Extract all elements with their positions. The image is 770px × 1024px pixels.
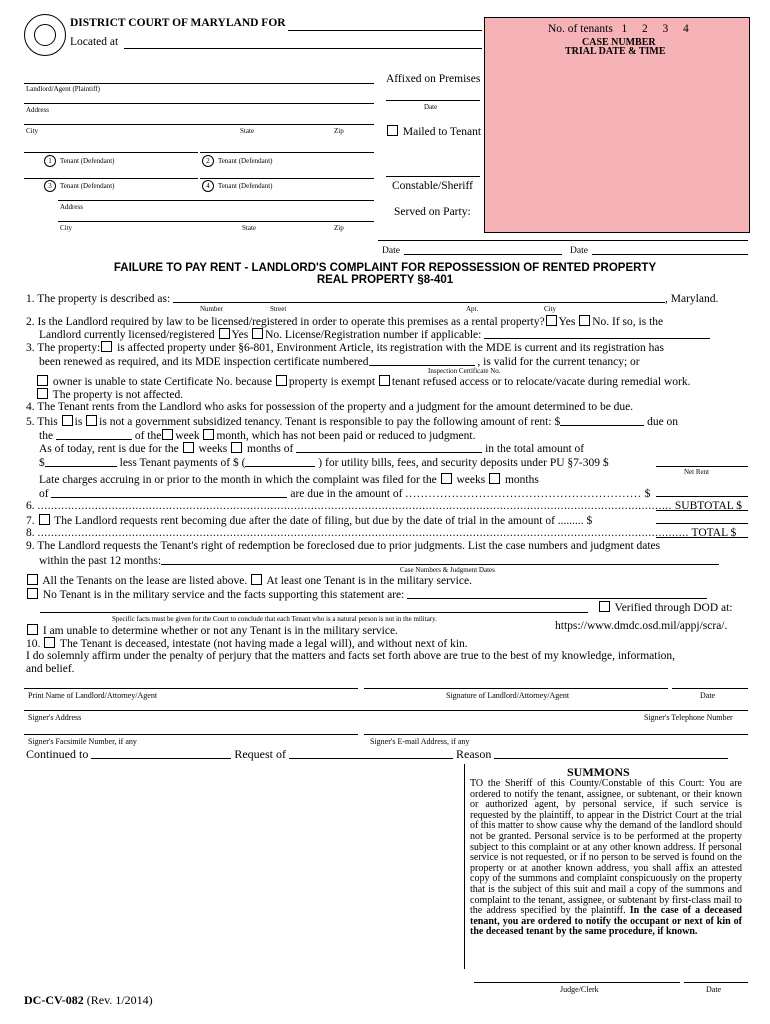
judge-line[interactable] — [474, 982, 680, 983]
sub-number: Number — [200, 305, 223, 313]
item-3b: been renewed as required, and its MDE inspection certificate numbered , is valid for the current tenancy; or — [39, 356, 640, 368]
military-facts-line-2[interactable] — [40, 612, 588, 613]
tenant-address-label: Address — [60, 203, 83, 211]
tenant-city-line[interactable] — [58, 221, 374, 222]
trial-date-label: TRIAL DATE & TIME — [565, 46, 666, 57]
form-title: FAILURE TO PAY RENT - LANDLORD'S COMPLAINT FOR REPOSSESSION OF RENTED PROPERTY — [113, 262, 657, 274]
military-row-2: No Tenant is in the military service and the facts supporting this statement are: — [26, 588, 707, 602]
item-2a: 2. Is the Landlord required by law to be licensed/registered in order to operate this premises as a rental property? Yes No. If so, is the — [26, 316, 664, 328]
owner-unable-checkbox[interactable] — [37, 375, 48, 386]
military-checkbox[interactable] — [251, 574, 262, 585]
fax-label: Signer's Facsimile Number, if any — [28, 737, 137, 746]
affixed-label: Affixed on Premises — [386, 73, 481, 85]
item-10: 10. The Tenant is deceased, intestate (not having made a legal will), and without next of kin. — [26, 638, 468, 650]
address-label: Address — [26, 106, 49, 114]
email-line[interactable] — [364, 734, 748, 735]
tenant2-line[interactable] — [200, 152, 374, 153]
item-3c: owner is unable to state Certificate No. because property is exempt tenant refused access or to relocate/vacate during remedial work. — [36, 375, 690, 389]
sub-street: Street — [270, 305, 287, 313]
item-6: 6. ............................................................................................................................................................................................ SUBTOTAL $ — [26, 500, 742, 512]
constable-line[interactable] — [386, 176, 480, 177]
specific-facts-note: Specific facts must be given for the Court to conclude that each Tenant who is a natural person is not in the military. — [112, 615, 437, 623]
months-checkbox[interactable] — [231, 442, 242, 453]
subtotal-line[interactable] — [656, 510, 748, 511]
city-line[interactable] — [24, 124, 374, 125]
summons-title: SUMMONS — [567, 765, 630, 779]
tenants-count: No. of tenants 1 2 3 4 — [548, 23, 692, 35]
signer-address-line[interactable] — [24, 710, 748, 711]
affected-checkbox[interactable] — [101, 341, 112, 352]
item-5e: Late charges accruing in or prior to the month in which the complaint was filed for the weeks months — [39, 474, 539, 486]
subsidized-is[interactable] — [62, 415, 73, 426]
weeks-checkbox[interactable] — [183, 442, 194, 453]
located-at-label: Located at — [70, 36, 119, 48]
tenant-city-label: City — [60, 224, 73, 232]
total-line[interactable] — [656, 537, 748, 538]
licensed-yes[interactable] — [219, 328, 230, 339]
due-day-field[interactable] — [56, 429, 132, 440]
total-amount-field[interactable] — [45, 456, 117, 467]
refused-checkbox[interactable] — [379, 375, 390, 386]
not-affected-checkbox[interactable] — [37, 388, 48, 399]
future-rent-line[interactable] — [656, 523, 748, 524]
form-number: DC-CV-082 (Rev. 1/2014) — [24, 993, 153, 1007]
mailed-checkbox[interactable] — [387, 125, 398, 136]
date-right-line[interactable] — [592, 254, 748, 255]
date-left-label: Date — [382, 246, 400, 256]
judge-date-line[interactable] — [684, 982, 748, 983]
deceased-checkbox[interactable] — [44, 637, 55, 648]
all-tenants-checkbox[interactable] — [27, 574, 38, 585]
state-label: State — [240, 127, 254, 135]
reason-field[interactable] — [494, 748, 728, 759]
property-field[interactable] — [173, 292, 665, 303]
item-5d: $ less Tenant payments of $ ( ) for utility bills, fees, and security deposits under PU §7-309 $ — [39, 457, 609, 469]
court-title: DISTRICT COURT OF MARYLAND FOR — [70, 17, 286, 29]
date-row-line — [378, 240, 748, 241]
licensed-no[interactable] — [252, 328, 263, 339]
signature-label: Signature of Landlord/Attorney/Agent — [446, 691, 570, 700]
landlord-line[interactable] — [24, 83, 374, 84]
tenant-zip-label: Zip — [334, 224, 344, 232]
tenant-state-label: State — [242, 224, 256, 232]
unable-row: I am unable to determine whether or not any Tenant is in the military service. — [26, 624, 398, 638]
mailed-label: Mailed to Tenant — [386, 125, 481, 138]
item-5f: of are due in the amount of ............................................................. $ — [39, 488, 651, 500]
military-row-1: All the Tenants on the lease are listed above. At least one Tenant is in the military service. — [26, 574, 472, 588]
item-5c: As of today, rent is due for the weeks months of in the total amount of — [39, 443, 585, 455]
tenant4-line[interactable] — [200, 178, 374, 179]
item-7: 7. The Landlord requests rent becoming due after the date of filing, but due by the date of trial in the amount of ......... $ — [26, 515, 593, 527]
signature-line[interactable] — [364, 688, 668, 689]
sign-date-label: Date — [700, 691, 716, 700]
date-right-label: Date — [570, 246, 588, 256]
summons-bold: In the case of a deceased tenant, you are ordered to notify the occupant or next of kin of the deceased tenant by the same procedure, if known. — [470, 905, 742, 938]
print-name-line[interactable] — [24, 688, 358, 689]
signer-address-label: Signer's Address — [28, 713, 82, 722]
future-rent-checkbox[interactable] — [39, 514, 50, 525]
case-numbers-field[interactable] — [161, 554, 719, 565]
tenant1-line[interactable] — [24, 152, 198, 153]
late-weeks-checkbox[interactable] — [441, 473, 452, 484]
licensed-required-yes[interactable] — [546, 315, 557, 326]
no-military-checkbox[interactable] — [27, 588, 38, 599]
item-1: 1. The property is described as: , Maryland. — [26, 293, 719, 305]
tenant1-label: 1 Tenant (Defendant) — [44, 155, 115, 167]
certificate-field[interactable] — [369, 355, 475, 366]
form-subtitle: REAL PROPERTY §8-401 — [316, 274, 454, 286]
city-label: City — [26, 127, 39, 135]
print-name-label: Print Name of Landlord/Attorney/Agent — [28, 691, 158, 700]
licensed-required-no[interactable] — [579, 315, 590, 326]
license-number-field[interactable] — [484, 328, 710, 339]
month-checkbox[interactable] — [203, 429, 214, 440]
subsidized-is-not[interactable] — [86, 415, 97, 426]
constable-label: Constable/Sheriff — [392, 180, 473, 192]
rent-amount-field[interactable] — [560, 415, 644, 426]
inspection-label: Inspection Certificate No. — [428, 367, 501, 375]
late-months-checkbox[interactable] — [489, 473, 500, 484]
late-amount-line[interactable] — [656, 496, 748, 497]
tenant4-label: 4 Tenant (Defendant) — [202, 180, 273, 192]
served-label: Served on Party: — [394, 206, 471, 218]
item-2b: Landlord currently licensed/registered Yes No. License/Registration number if applicable: — [39, 328, 710, 342]
landlord-label: Landlord/Agent (Plaintiff) — [26, 85, 100, 93]
affirm-1: I do solemnly affirm under the penalty of perjury that the matters and facts set forth above are true to the best of my knowledge, information, — [26, 650, 676, 662]
tenant2-label: 2 Tenant (Defendant) — [202, 155, 273, 167]
item-3d: The property is not affected. — [36, 388, 183, 402]
continued-field[interactable] — [91, 748, 231, 759]
affixed-date-line[interactable] — [386, 100, 480, 101]
months-of-field[interactable] — [296, 442, 482, 453]
located-at-line[interactable] — [124, 48, 482, 49]
fax-line[interactable] — [24, 734, 358, 735]
judge-label: Judge/Clerk — [560, 985, 599, 994]
week-checkbox[interactable] — [162, 429, 173, 440]
court-county-line[interactable] — [288, 30, 482, 31]
verified-checkbox[interactable] — [599, 601, 610, 612]
sub-apt: Apt. — [466, 305, 479, 313]
tenant3-line[interactable] — [24, 178, 198, 179]
item-8: 8. ................................................................................................................................................................................................. TOTAL $ — [26, 527, 737, 539]
payments-field[interactable] — [245, 456, 315, 467]
case-numbers-label: Case Numbers & Judgment Dates — [400, 566, 495, 574]
exempt-checkbox[interactable] — [276, 375, 287, 386]
item-4: 4. The Tenant rents from the Landlord who asks for possession of the property and a judgment for the amount determined to be due. — [26, 401, 634, 413]
tenant-address-line[interactable] — [58, 200, 374, 201]
item-9a: 9. The Landlord requests the Tenant's right of redemption be foreclosed due to prior judgments. List the case numbers and judgment dates — [26, 540, 661, 552]
case-number-label: CASE NUMBER — [582, 37, 656, 48]
sign-date-line[interactable] — [672, 688, 748, 689]
summons-divider — [464, 764, 466, 969]
item-9b: within the past 12 months: — [39, 554, 719, 568]
net-rent-line[interactable] — [656, 466, 748, 467]
court-seal — [24, 14, 66, 56]
item-5b: the of the week month, which has not been paid or reduced to judgment. — [39, 430, 476, 442]
sub-city: City — [544, 305, 557, 313]
date-left-line[interactable] — [404, 254, 562, 255]
late-period-field[interactable] — [51, 487, 287, 498]
continued-row: Continued to Request of Reason — [26, 748, 728, 761]
zip-label: Zip — [334, 127, 344, 135]
net-rent-label: Net Rent — [684, 468, 710, 476]
email-label: Signer's E-mail Address, if any — [370, 737, 470, 746]
judge-date-label: Date — [706, 985, 722, 994]
request-of-field[interactable] — [289, 748, 453, 759]
signer-phone-label: Signer's Telephone Number — [644, 713, 733, 722]
affixed-date-label: Date — [424, 103, 438, 111]
item-3a: 3. The property: is affected property under §6-801, Environment Article, its registration with the MDE is current and its registration has — [26, 342, 664, 354]
summons-text: TO the Sheriff of this County/Constable of this Court: You are ordered to notify the tenant, assignee, or subtenant, or their known or authorized agent, by personal service, if such service is requested by the plaintiff, to appear in the District Court at the trial of this matter to show cause why the demand of the landlord should not be granted. Personal service is to be performed at the property subject to this complaint or at any other known address. If personal service is not requested, or if no person to be served is found on the property or at another known address, you shall affix an attested copy of the summons and complaint conspicuously on the property that is the subject of this suit and mail a copy of the summons and complaint to the tenant, assignee, or subtenant by first-class mail to the address specified by the plaintiff. In the case of a deceased tenant, you are ordered to notify the occupant or next of kin of the deceased tenant by the same procedure, if known. — [470, 778, 742, 938]
dod-url[interactable]: https://www.dmdc.osd.mil/appj/scra/. — [555, 620, 728, 632]
address-line[interactable] — [24, 103, 374, 104]
tenant3-label: 3 Tenant (Defendant) — [44, 180, 115, 192]
unable-checkbox[interactable] — [27, 624, 38, 635]
affirm-2: and belief. — [26, 663, 75, 675]
military-facts-field[interactable] — [407, 588, 707, 599]
item-5a: 5. This is is not a government subsidized tenancy. Tenant is responsible to pay the following amount of rent: $ due on — [26, 416, 679, 428]
verified-label: Verified through DOD at: — [598, 601, 733, 614]
